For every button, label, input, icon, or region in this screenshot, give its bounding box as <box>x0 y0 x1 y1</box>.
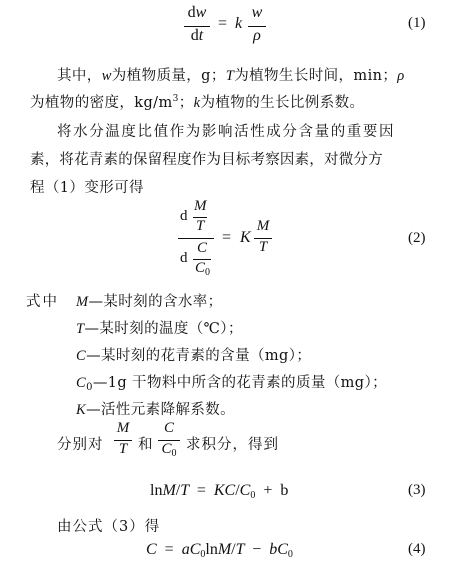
def-C-text: —某时刻的花青素的含量（mg）； <box>86 348 312 364</box>
eq3-C: C <box>224 482 236 499</box>
eq2-C0 <box>195 260 210 278</box>
eq2-C0-sym: C <box>195 260 206 276</box>
eq3-K: K <box>213 482 225 499</box>
def-C0-symbol: C <box>76 375 87 391</box>
eq4-C0-sub: 0 <box>200 549 206 560</box>
eq2-M: M <box>194 198 207 214</box>
eq4-a: a <box>181 541 190 558</box>
eq2-T2: T <box>258 239 268 255</box>
para3-C: C <box>163 420 174 436</box>
def-C-symbol: C <box>76 348 87 364</box>
para1-w: w <box>101 68 112 84</box>
eq2-d1: d <box>180 208 188 224</box>
def-item-K <box>76 398 235 419</box>
eq2-fraction-bar <box>178 238 214 239</box>
eq1-equals: = <box>218 15 228 32</box>
def-item-M <box>76 290 223 311</box>
para3-and: 和 <box>138 437 153 453</box>
eq1-num-d: d <box>187 4 196 21</box>
para1-superscript: 3 <box>172 94 179 104</box>
eq2-T: T <box>196 218 205 234</box>
eq4-ln: ln <box>205 541 218 558</box>
para2-line3: 程（1）变形可得 <box>30 180 144 196</box>
eq4-T: T <box>235 541 245 558</box>
para4-text: 由公式（3）得 <box>57 519 161 535</box>
eq3-T: T <box>180 482 189 499</box>
eq2-C0-sub: 0 <box>205 267 211 278</box>
para1-text-c: 为植物生长时间，min； <box>234 68 398 84</box>
eq3-slash: / <box>175 482 181 499</box>
eq4-minus: − <box>252 541 262 558</box>
para3-C0-sym: C <box>161 441 172 457</box>
eq3-ln: ln <box>150 482 163 499</box>
eq1-number: (1) <box>408 15 426 31</box>
para3-text-a: 分别对 <box>57 437 104 453</box>
para3-text-b: 求积分，得到 <box>186 437 279 453</box>
eq4-C0b: C <box>277 541 288 558</box>
eq3-plus: + <box>263 482 273 499</box>
eq3-number: (3) <box>408 482 426 498</box>
para1-T: T <box>225 68 235 84</box>
para1-k: k <box>193 95 201 111</box>
eq3-equals: = <box>196 482 206 499</box>
eq1-numerator <box>184 4 210 22</box>
eq2-K: K <box>240 229 251 246</box>
def-C0-text: —1g 干物料中所含的花青素的质量（mg）； <box>92 375 388 391</box>
eq2-M2: M <box>256 218 270 234</box>
para3-T: T <box>118 441 128 457</box>
def-T-text: —某时刻的温度（℃）； <box>84 321 243 337</box>
para3-M: M <box>116 420 130 436</box>
def-K-text: —活性元素降解系数。 <box>86 402 236 418</box>
def-M-symbol: M <box>76 294 89 310</box>
equation-4 <box>146 541 293 560</box>
def-item-C0 <box>76 371 387 393</box>
eq1-num-var: w <box>195 4 207 21</box>
eq1-den-d: d <box>190 27 199 44</box>
eq4-number: (4) <box>408 541 426 557</box>
eq3-M: M <box>162 482 176 499</box>
definitions-label: 式中 <box>26 294 59 310</box>
eq2-d2: d <box>180 250 188 266</box>
para1-rho: ρ <box>397 68 405 84</box>
eq3-b: b <box>280 482 289 499</box>
para1-text-e: ； <box>178 95 194 111</box>
eq1-w: w <box>251 4 263 21</box>
eq3-slash-2: / <box>235 482 240 499</box>
def-M-text: —某时刻的含水率； <box>88 294 223 310</box>
def-K-symbol: K <box>76 402 87 418</box>
eq4-C0: C <box>189 541 201 558</box>
equation-3 <box>150 482 288 501</box>
eq2-C: C <box>197 240 208 256</box>
para1-line1 <box>57 64 467 85</box>
def-T-symbol: T <box>76 321 85 337</box>
para1-line2 <box>30 91 467 112</box>
para1-text-b: 为植物质量，g； <box>111 68 226 84</box>
eq1-rho: ρ <box>253 27 261 44</box>
eq4-b: b <box>269 541 278 558</box>
eq4-equals: = <box>164 541 174 558</box>
eq4-slash: / <box>231 541 236 558</box>
eq4-C: C <box>146 541 157 558</box>
para3-C0-sub: 0 <box>171 448 177 459</box>
para1-text-f: 为植物的生长比例系数。 <box>200 95 365 111</box>
para3-C0 <box>158 441 180 459</box>
para1-text-d: 为植物的密度，kg/m <box>30 95 173 111</box>
def-item-C <box>76 344 311 365</box>
eq1-den-var: t <box>198 27 204 44</box>
eq3-C0: C <box>239 482 251 499</box>
para1-text-a: 其中， <box>57 68 102 84</box>
para2-line2: 素，将花青素的保留程度作为目标考察因素，对微分方 <box>30 152 383 168</box>
para2-line1: 将水分温度比值作为影响活性成分含量的重要因 <box>57 124 396 140</box>
eq3-C0-sub: 0 <box>250 490 256 501</box>
def-item-T <box>76 317 243 338</box>
eq1-k: k <box>235 15 243 32</box>
eq2-equals: = <box>222 229 232 246</box>
eq4-M: M <box>217 541 232 558</box>
eq4-C0b-sub: 0 <box>287 549 293 560</box>
def-C0-subscript: 0 <box>86 382 93 393</box>
eq1-denominator <box>184 27 210 45</box>
eq2-number: (2) <box>408 230 426 246</box>
